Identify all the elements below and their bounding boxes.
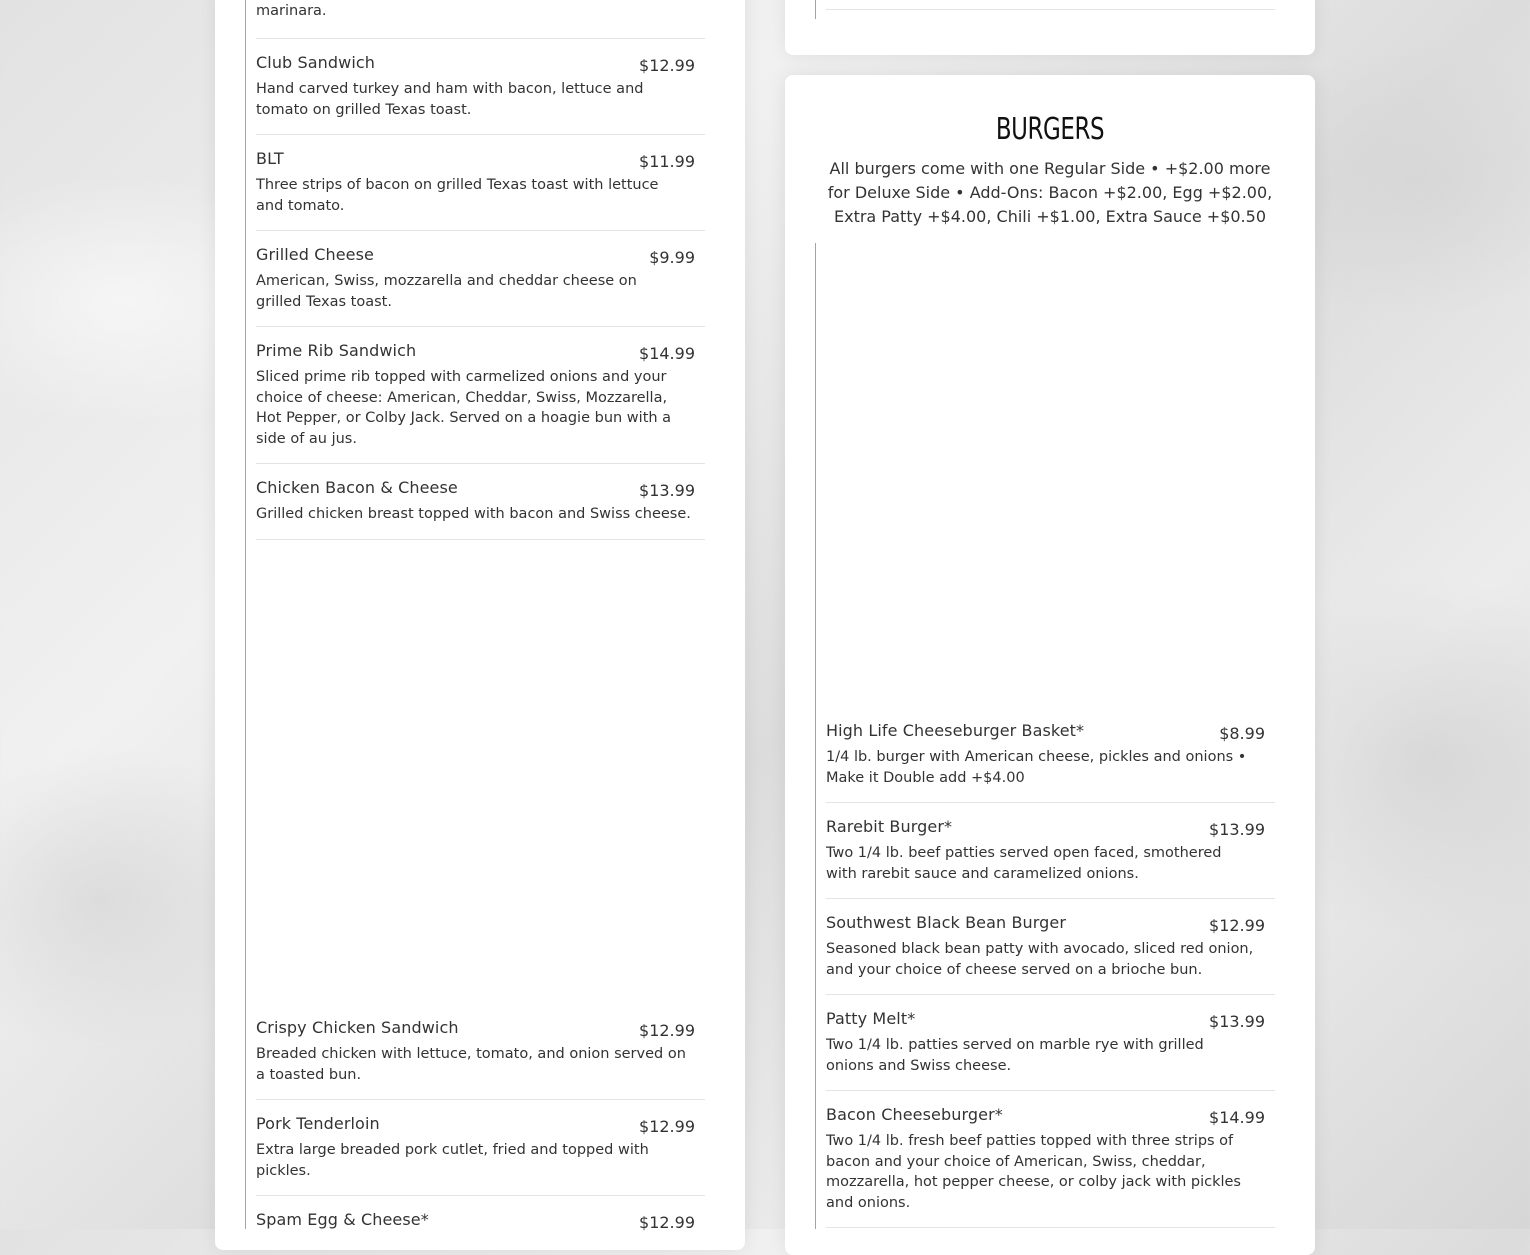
item-name: Spam Egg & Cheese* <box>256 1210 429 1229</box>
item-separator <box>826 1227 1275 1228</box>
item-price: $13.99 <box>1209 820 1265 839</box>
section-title: BURGERS <box>995 112 1105 147</box>
item-price: $8.99 <box>1219 724 1265 743</box>
item-separator <box>256 463 705 464</box>
item-name: Bacon Cheeseburger* <box>826 1105 1003 1124</box>
item-name: Club Sandwich <box>256 53 376 72</box>
item-name: BLT <box>256 149 284 168</box>
item-name: Prime Rib Sandwich <box>256 341 417 360</box>
item-description: Two 1/4 lb. fresh beef patties topped with three strips of bacon and your choice of American, Swiss, cheddar, mozzarella, hot pepper cheese, or colby jack with pickles and onions. <box>826 1133 1241 1211</box>
previous-section-accent-rule <box>815 0 816 19</box>
item-separator <box>256 539 705 540</box>
item-name: Pork Tenderloin <box>256 1114 380 1133</box>
item-name: High Life Cheeseburger Basket* <box>826 721 1085 740</box>
item-description: 1/4 lb. burger with American cheese, pickles and onions • Make it Double add +$4.00 <box>826 749 1247 786</box>
item-price: $9.99 <box>649 248 695 267</box>
sandwiches-accent-rule <box>245 0 246 1229</box>
partial-description: marinara. <box>256 3 327 19</box>
burgers-card <box>785 75 1315 1255</box>
item-name: Chicken Bacon & Cheese <box>256 478 458 497</box>
item-separator <box>826 802 1275 803</box>
section-note: All burgers come with one Regular Side • +$2.00 more for Deluxe Side • Add-Ons: Bacon +$2.00, Egg +$2.00, Extra Patty +$4.00, Chili +$1.00, Extra Sauce +$0.50 <box>827 159 1273 226</box>
item-separator <box>826 898 1275 899</box>
item-price: $12.99 <box>639 1021 695 1040</box>
item-description: Breaded chicken with lettuce, tomato, and onion served on a toasted bun. <box>256 1046 686 1083</box>
item-separator <box>256 1099 705 1100</box>
item-price: $13.99 <box>639 481 695 500</box>
item-separator <box>826 994 1275 995</box>
item-name: Rarebit Burger* <box>826 817 953 836</box>
item-price: $12.99 <box>639 1213 695 1232</box>
item-description: American, Swiss, mozzarella and cheddar cheese on grilled Texas toast. <box>256 273 637 310</box>
item-price: $12.99 <box>639 56 695 75</box>
item-description: Sliced prime rib topped with carmelized onions and your choice of cheese: American, Cheddar, Swiss, Mozzarella, Hot Pepper, or Colby Jack. Served on a hoagie bun with a side of au jus. <box>256 369 672 447</box>
item-price: $12.99 <box>1209 916 1265 935</box>
item-price: $12.99 <box>639 1117 695 1136</box>
item-description: Three strips of bacon on grilled Texas toast with lettuce and tomato. <box>256 177 659 214</box>
burgers-accent-rule <box>815 243 816 1229</box>
item-name: Southwest Black Bean Burger <box>826 913 1067 932</box>
item-description: Two 1/4 lb. beef patties served open faced, smothered with rarebit sauce and caramelized onions. <box>826 845 1222 882</box>
item-description: Grilled chicken breast topped with bacon and Swiss cheese. <box>256 506 691 522</box>
item-separator <box>256 326 705 327</box>
item-description: Hand carved turkey and ham with bacon, lettuce and tomato on grilled Texas toast. <box>256 81 644 118</box>
item-separator <box>826 9 1275 10</box>
item-description: Extra large breaded pork cutlet, fried and topped with pickles. <box>256 1142 649 1179</box>
item-name: Grilled Cheese <box>256 245 374 264</box>
item-description: Two 1/4 lb. patties served on marble rye with grilled onions and Swiss cheese. <box>826 1037 1204 1074</box>
item-separator <box>256 134 705 135</box>
item-price: $14.99 <box>1209 1108 1265 1127</box>
item-price: $11.99 <box>639 152 695 171</box>
item-price: $14.99 <box>639 344 695 363</box>
item-separator <box>826 1090 1275 1091</box>
item-price: $13.99 <box>1209 1012 1265 1031</box>
item-name: Patty Melt* <box>826 1009 916 1028</box>
item-separator <box>256 38 705 39</box>
item-name: Crispy Chicken Sandwich <box>256 1018 459 1037</box>
item-separator <box>256 230 705 231</box>
item-separator <box>256 1195 705 1196</box>
item-description: Seasoned black bean patty with avocado, sliced red onion, and your choice of cheese served on a brioche bun. <box>826 941 1254 978</box>
